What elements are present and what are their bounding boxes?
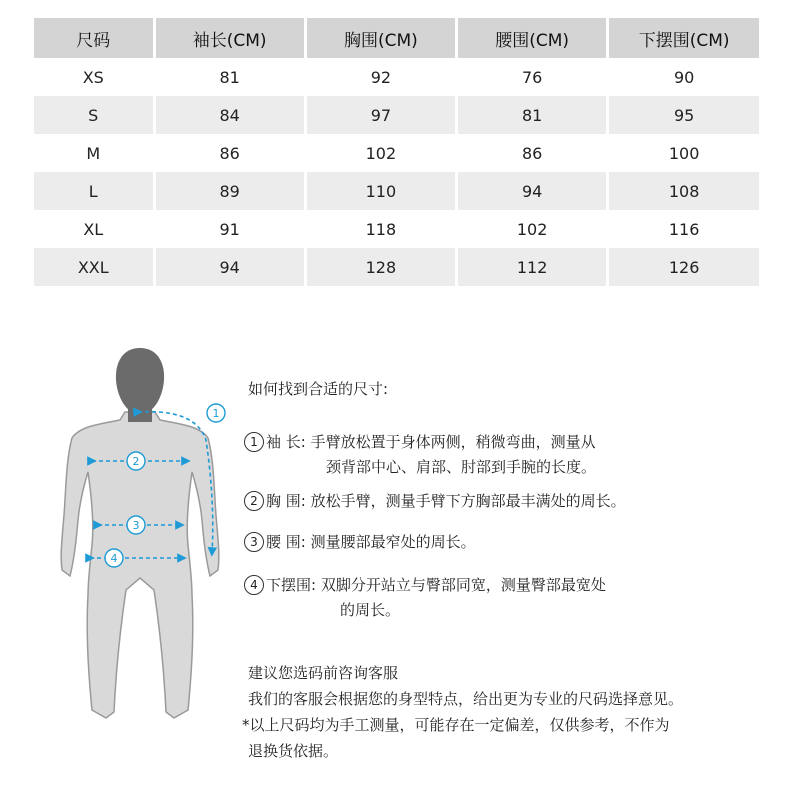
guide-item-label: 下摆围: [266,576,317,594]
marker-2 [127,452,145,470]
cell-chest: 110 [305,172,456,210]
cell-hem: 90 [673,67,695,87]
guide-item-chest [244,489,626,514]
cell-waist: 112 [457,248,608,286]
cell-waist: 86 [457,134,608,172]
cell-hem: 116 [668,219,700,239]
guide-item-text: 测量腰部最窄处的周长。 [310,533,476,551]
table-header-row [34,18,759,58]
guide-item-label: 胸 围: [266,492,306,510]
guide-item-number: 4 [244,575,264,595]
cell-sleeve: 91 [154,210,305,248]
cell-hem: 126 [608,248,759,286]
marker-4-label: 4 [110,552,118,565]
cell-size: L [34,172,154,210]
cell-size: S [34,96,154,134]
guide-item-text-line2: 的周长。 [340,601,401,619]
cell-sleeve: 94 [154,248,305,286]
header-chest: 胸围(CM) [305,18,456,58]
table-row [34,172,759,210]
table-row [34,58,759,96]
header-waist: 腰围(CM) [457,18,608,58]
marker-1 [207,404,225,422]
cell-chest: 128 [305,248,456,286]
guide-title: 如何找到合适的尺寸: [248,380,389,398]
guide-item-label: 腰 围: [266,533,306,551]
cell-size: XL [34,210,154,248]
advice-line-1: 我们的客服会根据您的身型特点，给出更为专业的尺码选择意见。 [248,690,684,708]
marker-2-label: 2 [132,455,140,468]
table-row [34,134,759,172]
cell-hem: 95 [608,96,759,134]
cell-waist: 76 [457,58,608,96]
head-shape [116,348,164,412]
guide-item-number: 2 [244,491,264,511]
cell-hem: 108 [608,172,759,210]
guide-item-text: 放松手臂，测量手臂下方胸部最丰满处的周长。 [310,492,626,510]
cell-sleeve: 81 [154,58,305,96]
cell-sleeve: 86 [154,134,305,172]
guide-item-text: 双脚分开站立与臀部同宽，测量臀部最宽处 [320,576,606,594]
guide-item-text: 手臂放松置于身体两侧，稍微弯曲，测量从 [310,433,596,451]
guide-item-sleeve [244,430,596,480]
table-row [34,210,759,248]
marker-1-label: 1 [212,407,220,420]
size-chart-table [34,18,759,286]
header-hem: 下摆围(CM) [608,18,759,58]
cell-size: XS [34,58,154,96]
guide-item-waist [244,530,476,555]
advice-line-3: 退换货依据。 [248,742,339,760]
marker-3 [127,516,145,534]
cell-waist: 94 [457,172,608,210]
guide-item-number: 3 [244,532,264,552]
guide-item-hem [244,573,606,623]
guide-item-number: 1 [244,432,264,452]
customer-service-advice [242,660,788,764]
guide-item-text-line2: 颈背部中心、肩部、肘部到手腕的长度。 [326,458,597,476]
cell-waist: 81 [457,96,608,134]
advice-line-2: *以上尺码均为手工测量，可能存在一定偏差，仅供参考，不作为 [242,716,670,734]
cell-chest: 92 [305,58,456,96]
cell-sleeve: 89 [154,172,305,210]
advice-title: 建议您选码前咨询客服 [248,664,399,682]
header-sleeve: 袖长(CM) [154,18,305,58]
marker-3-label: 3 [132,519,140,532]
cell-sleeve: 84 [154,96,305,134]
table-row [34,248,759,286]
guide-item-label: 袖 长: [266,433,306,451]
cell-chest: 118 [305,210,456,248]
cell-size: XXL [34,248,154,286]
header-size: 尺码 [34,18,154,58]
cell-chest: 102 [305,134,456,172]
table-row [34,96,759,134]
cell-waist: 102 [457,210,608,248]
cell-hem: 100 [668,143,700,163]
cell-size: M [34,134,154,172]
neck-shape [128,406,152,422]
body-measurement-figure [40,340,240,740]
marker-4 [105,549,123,567]
cell-chest: 97 [305,96,456,134]
